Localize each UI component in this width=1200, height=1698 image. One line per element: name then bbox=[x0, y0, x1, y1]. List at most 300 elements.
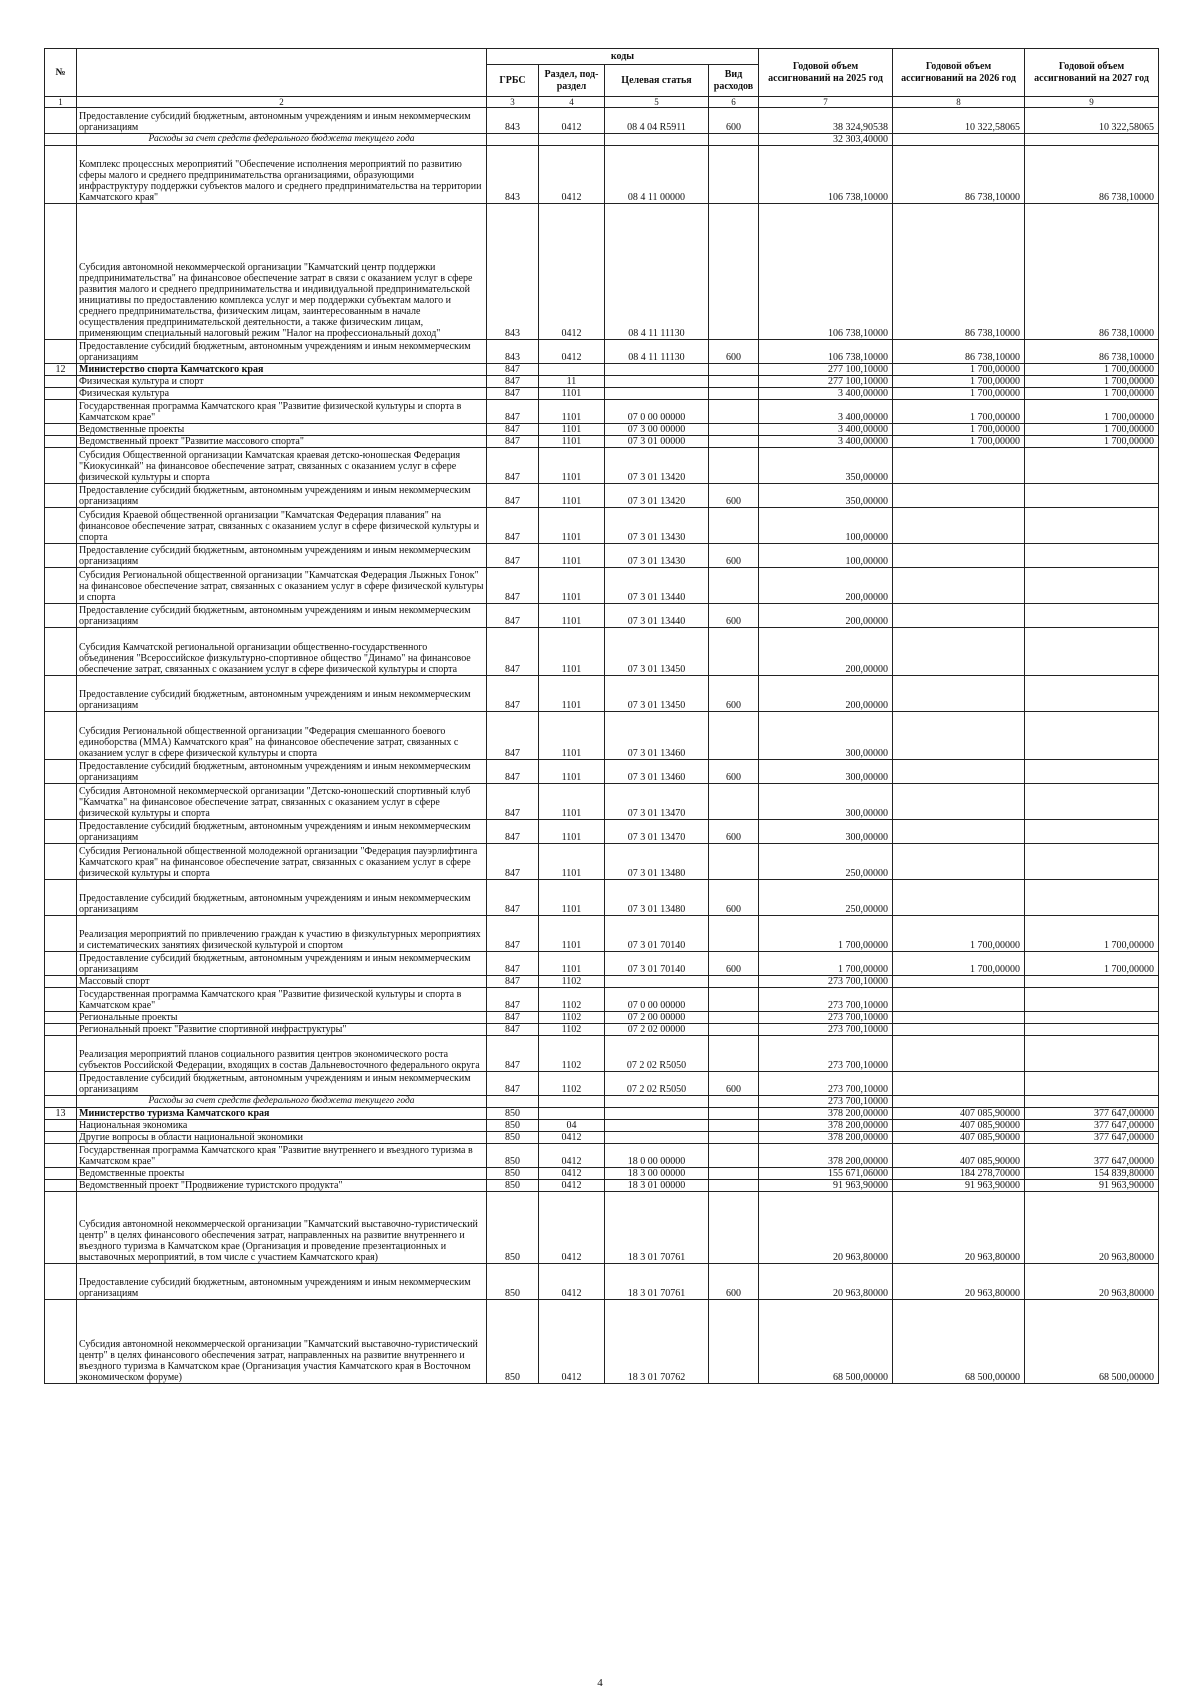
row-value-2027: 1 700,00000 bbox=[1025, 388, 1159, 400]
row-name: Физическая культура и спорт bbox=[77, 376, 487, 388]
row-name: Ведомственные проекты bbox=[77, 424, 487, 436]
row-value-2025: 300,00000 bbox=[759, 712, 893, 760]
row-grbs: 847 bbox=[487, 760, 539, 784]
row-value-2027 bbox=[1025, 676, 1159, 712]
row-value-2026: 10 322,58065 bbox=[893, 108, 1025, 134]
row-value-2025: 250,00000 bbox=[759, 880, 893, 916]
row-razdel: 0412 bbox=[539, 1168, 605, 1180]
row-grbs: 843 bbox=[487, 204, 539, 340]
col-number: 4 bbox=[539, 97, 605, 108]
row-name: Ведомственные проекты bbox=[77, 1168, 487, 1180]
row-value-2025: 350,00000 bbox=[759, 448, 893, 484]
row-value-2027 bbox=[1025, 712, 1159, 760]
table-row bbox=[45, 134, 1159, 146]
row-value-2027: 377 647,00000 bbox=[1025, 1132, 1159, 1144]
row-value-2025: 273 700,10000 bbox=[759, 988, 893, 1012]
table-row bbox=[45, 820, 1159, 844]
row-razdel bbox=[539, 134, 605, 146]
row-value-2026 bbox=[893, 1024, 1025, 1036]
budget-table-sheet bbox=[44, 48, 1158, 1384]
row-razdel: 1101 bbox=[539, 628, 605, 676]
row-value-2027: 20 963,80000 bbox=[1025, 1192, 1159, 1264]
row-value-2026 bbox=[893, 628, 1025, 676]
row-name: Субсидия Региональной общественной молодежной организации "Федерация пауэрлифтинга Камчатского края" на финансовое обеспечение затрат, связанных с оказанием услуг в сфере физической культуры и спорта bbox=[77, 844, 487, 880]
row-grbs: 847 bbox=[487, 568, 539, 604]
row-value-2027 bbox=[1025, 508, 1159, 544]
row-value-2025: 273 700,10000 bbox=[759, 1096, 893, 1108]
row-vid bbox=[709, 916, 759, 952]
row-value-2026: 86 738,10000 bbox=[893, 340, 1025, 364]
row-value-2027 bbox=[1025, 988, 1159, 1012]
row-value-2027: 1 700,00000 bbox=[1025, 436, 1159, 448]
row-name: Предоставление субсидий бюджетным, автономным учреждениям и иным некоммерческим организациям bbox=[77, 676, 487, 712]
row-number bbox=[45, 568, 77, 604]
row-celevaya bbox=[605, 1108, 709, 1120]
row-razdel: 1101 bbox=[539, 676, 605, 712]
row-razdel: 1101 bbox=[539, 916, 605, 952]
row-vid: 600 bbox=[709, 1264, 759, 1300]
row-grbs: 847 bbox=[487, 676, 539, 712]
row-value-2025: 38 324,90538 bbox=[759, 108, 893, 134]
row-celevaya: 07 2 02 R5050 bbox=[605, 1036, 709, 1072]
row-grbs: 847 bbox=[487, 1072, 539, 1096]
row-celevaya: 07 2 02 00000 bbox=[605, 1024, 709, 1036]
row-vid bbox=[709, 1192, 759, 1264]
table-row bbox=[45, 424, 1159, 436]
row-value-2026: 91 963,90000 bbox=[893, 1180, 1025, 1192]
row-vid bbox=[709, 376, 759, 388]
row-razdel: 1101 bbox=[539, 400, 605, 424]
row-grbs: 847 bbox=[487, 436, 539, 448]
row-value-2026 bbox=[893, 976, 1025, 988]
row-vid bbox=[709, 1024, 759, 1036]
row-value-2027: 1 700,00000 bbox=[1025, 424, 1159, 436]
header-2025: Годовой объем ассигнований на 2025 год bbox=[759, 49, 893, 97]
row-razdel: 0412 bbox=[539, 146, 605, 204]
row-vid: 600 bbox=[709, 676, 759, 712]
row-grbs: 850 bbox=[487, 1120, 539, 1132]
row-grbs: 847 bbox=[487, 784, 539, 820]
row-name: Расходы за счет средств федерального бюджета текущего года bbox=[77, 1096, 487, 1108]
row-grbs: 847 bbox=[487, 400, 539, 424]
row-value-2025: 91 963,90000 bbox=[759, 1180, 893, 1192]
row-grbs: 847 bbox=[487, 388, 539, 400]
row-value-2027 bbox=[1025, 784, 1159, 820]
row-number bbox=[45, 1168, 77, 1180]
row-number: 13 bbox=[45, 1108, 77, 1120]
row-vid bbox=[709, 508, 759, 544]
row-value-2026 bbox=[893, 760, 1025, 784]
row-number bbox=[45, 628, 77, 676]
row-name: Предоставление субсидий бюджетным, автономным учреждениям и иным некоммерческим организациям bbox=[77, 340, 487, 364]
row-number bbox=[45, 544, 77, 568]
row-razdel bbox=[539, 1108, 605, 1120]
row-value-2025: 273 700,10000 bbox=[759, 1036, 893, 1072]
row-razdel: 1101 bbox=[539, 508, 605, 544]
row-vid: 600 bbox=[709, 604, 759, 628]
row-value-2027 bbox=[1025, 820, 1159, 844]
table-row bbox=[45, 952, 1159, 976]
row-number bbox=[45, 988, 77, 1012]
row-name: Предоставление субсидий бюджетным, автономным учреждениям и иным некоммерческим организациям bbox=[77, 1264, 487, 1300]
row-number bbox=[45, 484, 77, 508]
row-celevaya: 07 3 01 00000 bbox=[605, 436, 709, 448]
row-name: Государственная программа Камчатского края "Развитие внутреннего и въездного туризма в Камчатском крае" bbox=[77, 1144, 487, 1168]
row-value-2026: 86 738,10000 bbox=[893, 146, 1025, 204]
row-number bbox=[45, 376, 77, 388]
row-vid: 600 bbox=[709, 952, 759, 976]
row-celevaya: 18 3 01 00000 bbox=[605, 1180, 709, 1192]
row-vid: 600 bbox=[709, 760, 759, 784]
row-razdel: 1101 bbox=[539, 820, 605, 844]
row-razdel: 0412 bbox=[539, 1132, 605, 1144]
row-razdel: 1101 bbox=[539, 760, 605, 784]
row-vid: 600 bbox=[709, 544, 759, 568]
row-celevaya bbox=[605, 1096, 709, 1108]
row-value-2027: 1 700,00000 bbox=[1025, 376, 1159, 388]
row-number bbox=[45, 204, 77, 340]
header-grbs: ГРБС bbox=[487, 65, 539, 97]
row-razdel bbox=[539, 1096, 605, 1108]
row-celevaya: 18 3 01 70762 bbox=[605, 1300, 709, 1384]
row-vid bbox=[709, 784, 759, 820]
row-vid bbox=[709, 1144, 759, 1168]
table-row bbox=[45, 340, 1159, 364]
row-vid bbox=[709, 1168, 759, 1180]
row-value-2025: 350,00000 bbox=[759, 484, 893, 508]
table-row bbox=[45, 436, 1159, 448]
row-value-2026: 1 700,00000 bbox=[893, 364, 1025, 376]
row-celevaya: 07 3 01 13460 bbox=[605, 760, 709, 784]
row-celevaya bbox=[605, 364, 709, 376]
row-celevaya: 18 3 00 00000 bbox=[605, 1168, 709, 1180]
row-grbs: 847 bbox=[487, 1036, 539, 1072]
row-celevaya: 07 3 01 13480 bbox=[605, 844, 709, 880]
table-row bbox=[45, 1108, 1159, 1120]
row-value-2027: 91 963,90000 bbox=[1025, 1180, 1159, 1192]
row-vid bbox=[709, 436, 759, 448]
table-row bbox=[45, 568, 1159, 604]
row-value-2026: 1 700,00000 bbox=[893, 388, 1025, 400]
row-value-2025: 3 400,00000 bbox=[759, 424, 893, 436]
row-celevaya: 07 3 01 13430 bbox=[605, 544, 709, 568]
row-value-2027 bbox=[1025, 134, 1159, 146]
row-value-2025: 300,00000 bbox=[759, 760, 893, 784]
col-number: 8 bbox=[893, 97, 1025, 108]
row-number bbox=[45, 424, 77, 436]
row-name: Предоставление субсидий бюджетным, автономным учреждениям и иным некоммерческим организациям bbox=[77, 484, 487, 508]
row-celevaya: 07 3 01 13450 bbox=[605, 628, 709, 676]
row-celevaya: 07 3 01 13420 bbox=[605, 448, 709, 484]
row-celevaya: 08 4 04 R5911 bbox=[605, 108, 709, 134]
row-grbs: 850 bbox=[487, 1144, 539, 1168]
table-body bbox=[45, 108, 1159, 1384]
row-razdel: 1102 bbox=[539, 1036, 605, 1072]
row-vid bbox=[709, 976, 759, 988]
row-grbs: 847 bbox=[487, 880, 539, 916]
row-value-2026 bbox=[893, 880, 1025, 916]
row-number bbox=[45, 1096, 77, 1108]
table-row bbox=[45, 1144, 1159, 1168]
row-value-2025: 32 303,40000 bbox=[759, 134, 893, 146]
row-value-2026: 20 963,80000 bbox=[893, 1192, 1025, 1264]
row-number bbox=[45, 952, 77, 976]
row-grbs: 843 bbox=[487, 146, 539, 204]
row-vid bbox=[709, 568, 759, 604]
row-grbs: 847 bbox=[487, 844, 539, 880]
table-row bbox=[45, 448, 1159, 484]
row-grbs: 847 bbox=[487, 952, 539, 976]
row-vid bbox=[709, 1132, 759, 1144]
table-row bbox=[45, 916, 1159, 952]
row-celevaya bbox=[605, 976, 709, 988]
row-value-2026: 184 278,70000 bbox=[893, 1168, 1025, 1180]
row-value-2026: 1 700,00000 bbox=[893, 436, 1025, 448]
header-2027: Годовой объем ассигнований на 2027 год bbox=[1025, 49, 1159, 97]
row-name: Субсидия автономной некоммерческой организации "Камчатский выставочно-туристический центр" в целях финансового обеспечения затрат, направленных на развитие внутреннего и въездного туризма в Камчатском крае (Организация участия Камчатского края в Восточном экономическом форуме) bbox=[77, 1300, 487, 1384]
table-row bbox=[45, 1120, 1159, 1132]
row-value-2025: 106 738,10000 bbox=[759, 340, 893, 364]
row-value-2026 bbox=[893, 134, 1025, 146]
row-value-2027: 20 963,80000 bbox=[1025, 1264, 1159, 1300]
row-number bbox=[45, 1264, 77, 1300]
row-vid bbox=[709, 1108, 759, 1120]
row-name: Предоставление субсидий бюджетным, автономным учреждениям и иным некоммерческим организациям bbox=[77, 108, 487, 134]
table-row bbox=[45, 712, 1159, 760]
row-name: Физическая культура bbox=[77, 388, 487, 400]
row-number bbox=[45, 508, 77, 544]
row-number bbox=[45, 340, 77, 364]
row-value-2026: 1 700,00000 bbox=[893, 952, 1025, 976]
row-razdel: 1101 bbox=[539, 448, 605, 484]
row-value-2026: 407 085,90000 bbox=[893, 1120, 1025, 1132]
row-grbs: 847 bbox=[487, 544, 539, 568]
row-value-2027 bbox=[1025, 448, 1159, 484]
row-value-2027 bbox=[1025, 1024, 1159, 1036]
row-razdel: 1101 bbox=[539, 568, 605, 604]
row-name: Массовый спорт bbox=[77, 976, 487, 988]
row-name: Субсидия Общественной организации Камчатская краевая детско-юношеская Федерация "Киокусинкай" на финансовое обеспечение затрат, связанных с оказанием услуг в сфере физической культуры и спорта bbox=[77, 448, 487, 484]
col-number: 3 bbox=[487, 97, 539, 108]
row-value-2025: 1 700,00000 bbox=[759, 952, 893, 976]
row-value-2025: 273 700,10000 bbox=[759, 1072, 893, 1096]
row-value-2025: 277 100,10000 bbox=[759, 376, 893, 388]
table-row bbox=[45, 988, 1159, 1012]
row-number bbox=[45, 604, 77, 628]
row-number bbox=[45, 1192, 77, 1264]
row-number: 12 bbox=[45, 364, 77, 376]
row-value-2027: 86 738,10000 bbox=[1025, 340, 1159, 364]
row-vid bbox=[709, 134, 759, 146]
row-value-2025: 273 700,10000 bbox=[759, 1024, 893, 1036]
row-value-2025: 378 200,00000 bbox=[759, 1108, 893, 1120]
row-value-2027: 377 647,00000 bbox=[1025, 1120, 1159, 1132]
row-number bbox=[45, 820, 77, 844]
row-value-2025: 378 200,00000 bbox=[759, 1132, 893, 1144]
row-value-2026 bbox=[893, 544, 1025, 568]
row-value-2025: 3 400,00000 bbox=[759, 436, 893, 448]
row-number bbox=[45, 916, 77, 952]
table-row bbox=[45, 400, 1159, 424]
row-name: Субсидия автономной некоммерческой организации "Камчатский выставочно-туристический центр" в целях финансового обеспечения затрат, направленных на развитие внутреннего и въездного туризма в Камчатском крае (Организация и проведение презентационных и выставочных мероприятий, в том числе с участием Камчатского края) bbox=[77, 1192, 487, 1264]
row-celevaya: 07 3 01 13460 bbox=[605, 712, 709, 760]
row-value-2026 bbox=[893, 568, 1025, 604]
row-celevaya: 08 4 11 11130 bbox=[605, 340, 709, 364]
row-grbs: 850 bbox=[487, 1132, 539, 1144]
row-value-2027 bbox=[1025, 1072, 1159, 1096]
row-value-2025: 20 963,80000 bbox=[759, 1192, 893, 1264]
row-razdel: 0412 bbox=[539, 1144, 605, 1168]
row-name: Субсидия Региональной общественной организации "Федерация смешанного боевого единоборства (ММА) Камчатского края" на финансовое обеспечение затрат, связанных с оказанием услуг в сфере физической культуры и спорта bbox=[77, 712, 487, 760]
row-value-2027 bbox=[1025, 1012, 1159, 1024]
col-number: 2 bbox=[77, 97, 487, 108]
row-razdel bbox=[539, 364, 605, 376]
row-value-2025: 277 100,10000 bbox=[759, 364, 893, 376]
row-vid bbox=[709, 204, 759, 340]
row-razdel: 1102 bbox=[539, 988, 605, 1012]
table-row bbox=[45, 1180, 1159, 1192]
row-value-2026: 86 738,10000 bbox=[893, 204, 1025, 340]
row-value-2026 bbox=[893, 820, 1025, 844]
row-number bbox=[45, 436, 77, 448]
row-name: Ведомственный проект "Развитие массового спорта" bbox=[77, 436, 487, 448]
row-value-2026: 407 085,90000 bbox=[893, 1108, 1025, 1120]
table-row bbox=[45, 880, 1159, 916]
row-razdel: 0412 bbox=[539, 108, 605, 134]
row-razdel: 1101 bbox=[539, 604, 605, 628]
row-name: Предоставление субсидий бюджетным, автономным учреждениям и иным некоммерческим организациям bbox=[77, 880, 487, 916]
header-vid: Вид расходов bbox=[709, 65, 759, 97]
row-name: Предоставление субсидий бюджетным, автономным учреждениям и иным некоммерческим организациям bbox=[77, 604, 487, 628]
row-value-2025: 300,00000 bbox=[759, 820, 893, 844]
row-value-2026 bbox=[893, 1012, 1025, 1024]
row-grbs: 847 bbox=[487, 976, 539, 988]
row-number bbox=[45, 1024, 77, 1036]
row-razdel: 1102 bbox=[539, 1072, 605, 1096]
row-name: Министерство туризма Камчатского края bbox=[77, 1108, 487, 1120]
row-razdel: 0412 bbox=[539, 1192, 605, 1264]
table-row bbox=[45, 628, 1159, 676]
row-razdel: 0412 bbox=[539, 1180, 605, 1192]
row-celevaya: 08 4 11 00000 bbox=[605, 146, 709, 204]
row-vid: 600 bbox=[709, 108, 759, 134]
row-value-2026: 1 700,00000 bbox=[893, 400, 1025, 424]
row-grbs: 850 bbox=[487, 1192, 539, 1264]
row-name: Реализация мероприятий по привлечению граждан к участию в физкультурных мероприятиях и систематических занятиях физической культурой и спортом bbox=[77, 916, 487, 952]
table-row bbox=[45, 844, 1159, 880]
page-number: 4 bbox=[597, 1677, 603, 1689]
row-name: Субсидия автономной некоммерческой организации "Камчатский центр поддержки предпринимательства" на финансовое обеспечение затрат в связи с оказанием услуг в сфере развития малого и среднего предпринимательства и индивидуальной предпринимательской инициативы по предоставлению комплекса услуг и мер поддержки субъектам малого и среднего предпринимательства, физическим лицам, заинтересованным в начале осуществления предпринимательской деятельности, а также физическим лицам, применяющим специальный налоговый режим "Налог на профессиональный доход" bbox=[77, 204, 487, 340]
row-razdel: 1102 bbox=[539, 1024, 605, 1036]
row-vid bbox=[709, 1300, 759, 1384]
row-value-2027: 1 700,00000 bbox=[1025, 400, 1159, 424]
row-value-2025: 3 400,00000 bbox=[759, 400, 893, 424]
row-grbs: 847 bbox=[487, 820, 539, 844]
row-value-2025: 3 400,00000 bbox=[759, 388, 893, 400]
row-grbs: 847 bbox=[487, 604, 539, 628]
row-grbs: 847 bbox=[487, 628, 539, 676]
row-vid bbox=[709, 364, 759, 376]
header-2026: Годовой объем ассигнований на 2026 год bbox=[893, 49, 1025, 97]
table-row bbox=[45, 784, 1159, 820]
row-celevaya: 07 2 00 00000 bbox=[605, 1012, 709, 1024]
row-razdel: 0412 bbox=[539, 1300, 605, 1384]
row-grbs: 850 bbox=[487, 1300, 539, 1384]
row-name: Предоставление субсидий бюджетным, автономным учреждениям и иным некоммерческим организациям bbox=[77, 952, 487, 976]
row-vid: 600 bbox=[709, 340, 759, 364]
row-value-2027 bbox=[1025, 880, 1159, 916]
row-razdel: 04 bbox=[539, 1120, 605, 1132]
row-value-2025: 200,00000 bbox=[759, 628, 893, 676]
row-razdel: 1101 bbox=[539, 784, 605, 820]
row-vid: 600 bbox=[709, 484, 759, 508]
row-value-2027 bbox=[1025, 604, 1159, 628]
row-number bbox=[45, 1144, 77, 1168]
table-row bbox=[45, 604, 1159, 628]
row-value-2025: 200,00000 bbox=[759, 604, 893, 628]
row-name: Субсидия Камчатской региональной организации общественно-государственного объединения "Всероссийское физкультурно-спортивное общество "Динамо" на финансовое обеспечение затрат, связанных с оказанием услуг в сфере физической культуры и спорта bbox=[77, 628, 487, 676]
row-vid bbox=[709, 1096, 759, 1108]
row-value-2027 bbox=[1025, 1096, 1159, 1108]
row-vid: 600 bbox=[709, 820, 759, 844]
row-grbs: 847 bbox=[487, 448, 539, 484]
row-value-2025: 378 200,00000 bbox=[759, 1144, 893, 1168]
row-name: Национальная экономика bbox=[77, 1120, 487, 1132]
table-row bbox=[45, 760, 1159, 784]
row-value-2025: 106 738,10000 bbox=[759, 146, 893, 204]
row-name: Государственная программа Камчатского края "Развитие физической культуры и спорта в Камчатском крае" bbox=[77, 400, 487, 424]
table-row bbox=[45, 376, 1159, 388]
row-value-2026 bbox=[893, 844, 1025, 880]
table-row bbox=[45, 388, 1159, 400]
row-vid bbox=[709, 844, 759, 880]
row-celevaya: 07 3 01 13480 bbox=[605, 880, 709, 916]
row-celevaya bbox=[605, 1132, 709, 1144]
row-value-2025: 300,00000 bbox=[759, 784, 893, 820]
row-value-2026 bbox=[893, 484, 1025, 508]
row-value-2027 bbox=[1025, 484, 1159, 508]
row-grbs: 843 bbox=[487, 340, 539, 364]
row-vid bbox=[709, 424, 759, 436]
row-value-2027: 68 500,00000 bbox=[1025, 1300, 1159, 1384]
row-vid bbox=[709, 988, 759, 1012]
row-number bbox=[45, 760, 77, 784]
row-number bbox=[45, 448, 77, 484]
row-vid bbox=[709, 448, 759, 484]
row-vid bbox=[709, 1120, 759, 1132]
row-value-2027: 377 647,00000 bbox=[1025, 1108, 1159, 1120]
row-name: Предоставление субсидий бюджетным, автономным учреждениям и иным некоммерческим организациям bbox=[77, 760, 487, 784]
row-celevaya: 07 3 01 13420 bbox=[605, 484, 709, 508]
row-celevaya: 18 3 01 70761 bbox=[605, 1264, 709, 1300]
row-vid bbox=[709, 400, 759, 424]
row-number bbox=[45, 844, 77, 880]
row-grbs: 847 bbox=[487, 916, 539, 952]
table-row bbox=[45, 544, 1159, 568]
table-row bbox=[45, 1132, 1159, 1144]
header-num: № bbox=[45, 49, 77, 97]
row-celevaya: 07 3 01 13440 bbox=[605, 604, 709, 628]
row-value-2027 bbox=[1025, 760, 1159, 784]
row-value-2025: 155 671,06000 bbox=[759, 1168, 893, 1180]
table-row bbox=[45, 484, 1159, 508]
row-vid bbox=[709, 388, 759, 400]
row-value-2026 bbox=[893, 508, 1025, 544]
row-celevaya: 07 3 01 13450 bbox=[605, 676, 709, 712]
row-grbs: 850 bbox=[487, 1168, 539, 1180]
row-vid bbox=[709, 1180, 759, 1192]
row-value-2027: 86 738,10000 bbox=[1025, 146, 1159, 204]
